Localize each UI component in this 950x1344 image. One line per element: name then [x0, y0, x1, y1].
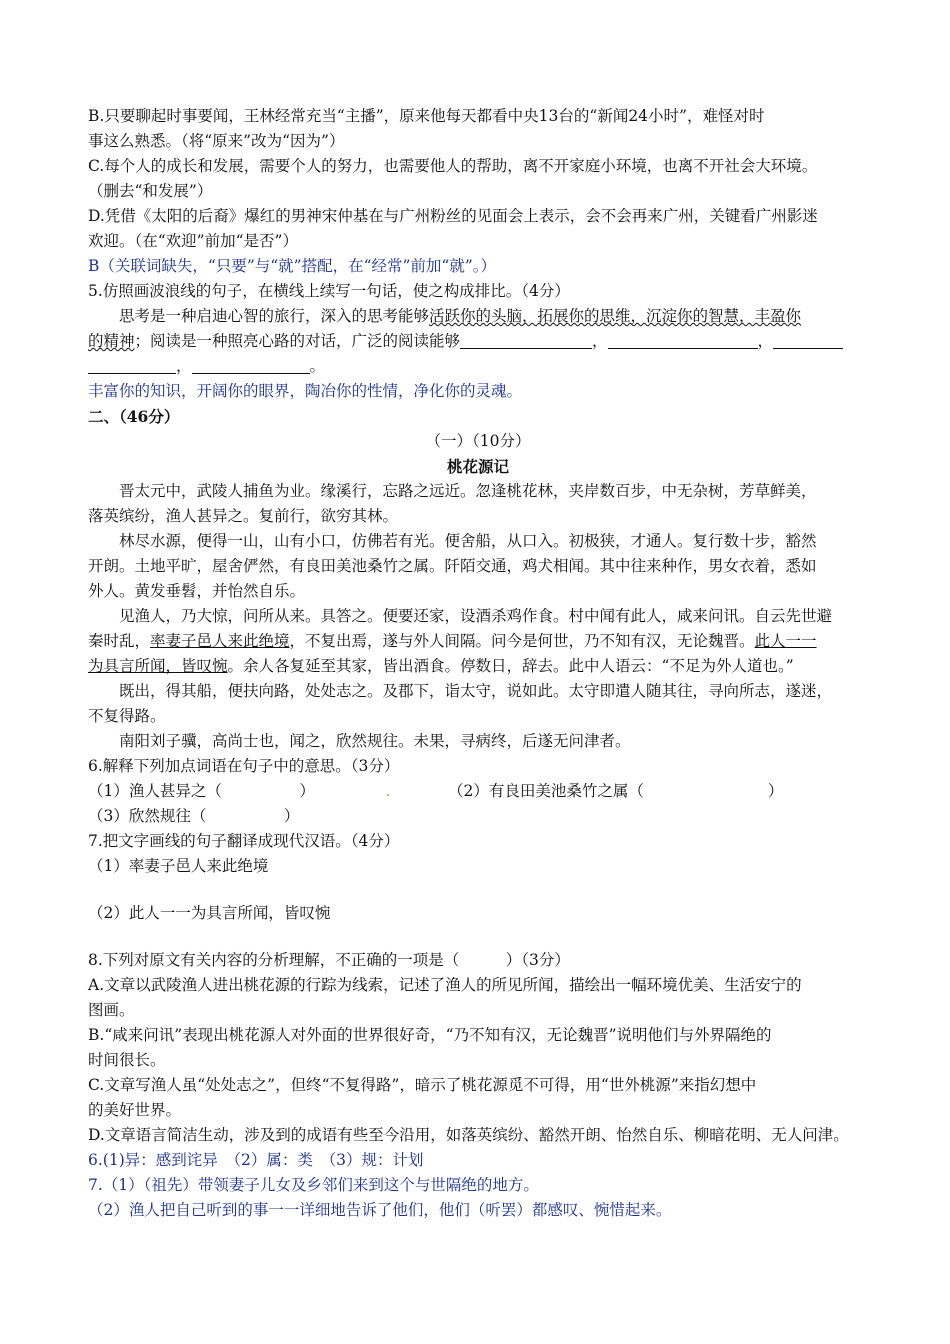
q4-option-d-line1: D.凭借《太阳的后裔》爆红的男神宋仲基在与广州粉丝的见面会上表示，会不会再来广州，关键看广州影迷 — [88, 207, 818, 225]
underlined-sentence-1: 率妻子邑人来此绝境 — [150, 632, 290, 650]
answer-q7-1: 7.（1）（祖先）带领妻子儿女及乡邻们来到这个与世隔绝的地方。 — [88, 1176, 539, 1194]
q8-option-c-line2: 的美好世界。 — [88, 1101, 182, 1119]
q5-text-plain: 思考是一种启迪心智的旅行，深入的思考能够 — [119, 307, 430, 325]
q8-stem: 8.下列对原文有关内容的分析理解，不正确的一项是（ ）（3分） — [88, 951, 570, 969]
stray-mark: . — [385, 782, 391, 800]
q5-comma: ， — [592, 332, 608, 350]
passage-p2-line2: 开朗。土地平旷，屋舍俨然，有良田美池桑竹之属。阡陌交通，鸡犬相闻。其中往来种作，男女衣着，悉如 — [88, 557, 817, 575]
q7-item1: （1）率妻子邑人来此绝境 — [88, 857, 269, 875]
passage-p1-line1: 晋太元中，武陵人捕鱼为业。缘溪行，忘路之远近。忽逢桃花林，夹岸数百步，中无杂树，芳草鲜美， — [119, 482, 817, 500]
q5-blank-3a[interactable] — [773, 332, 843, 349]
passage-p4-line1: 既出，得其船，便扶向路，处处志之。及郡下，诣太守，说如此。太守即遣人随其往，寻向所志，遂迷， — [119, 682, 833, 700]
q6-item1: （1）渔人甚异之（ ） — [88, 782, 315, 800]
q8-option-a-line2: 图画。 — [88, 1001, 135, 1019]
q5-text-line1 — [88, 304, 868, 329]
q5-wavy-sentence-end: 的精神 — [88, 332, 135, 350]
q4-option-b-line1: B.只要聊起时事要闻，王林经常充当“主播”，原来他每天都看中央13台的“新闻24小时”，难怪对时 — [88, 107, 765, 125]
answer-q6: 6.(1)异：感到诧异 （2）属：类 （3）规：计划 — [88, 1151, 424, 1169]
q7-item2: （2）此人一一为具言所闻，皆叹惋 — [88, 904, 331, 922]
passage-text: 。余人各复延至其家，皆出酒食。停数日，辞去。此中人语云：“不足为外人道也。” — [227, 657, 794, 675]
passage-p5: 南阳刘子骥，高尚士也，闻之，欣然规往。未果，寻病终，后遂无问津者。 — [119, 732, 631, 750]
q4-option-d-line2: 欢迎。（在“欢迎”前加“是否”） — [88, 232, 298, 250]
q4-option-c-line2: （删去“和发展”） — [88, 182, 213, 200]
q5-wavy-sentence: 活跃你的头脑，拓展你的思维，沉淀你的智慧，丰盈你 — [429, 307, 802, 325]
q4-option-c-line1: C.每个人的成长和发展，需要个人的努力，也需要他人的帮助，离不开家庭小环境，也离不开社会大环境。 — [88, 157, 818, 175]
passage-text: 秦时乱， — [88, 632, 151, 650]
q5-answer: 丰富你的知识，开阔你的眼界，陶冶你的性情，净化你的灵魂。 — [88, 382, 523, 400]
q5-blank-3b[interactable] — [88, 357, 176, 374]
q5-text-line3 — [88, 354, 868, 379]
q4-answer: B（关联词缺失，“只要”与“就”搭配，在“经常”前加“就”。） — [88, 257, 497, 275]
section-subtitle: （一）（10分） — [425, 432, 531, 450]
q5-stem: 5.仿照画波浪线的句子，在横线上续写一句话，使之构成排比。（4分） — [88, 282, 570, 300]
q4-option-b-line2: 事这么熟悉。（将“原来”改为“因为”） — [88, 132, 345, 150]
q6-row1 — [88, 779, 868, 804]
q8-option-a-line1: A.文章以武陵渔人进出桃花源的行踪为线索，记述了渔人的所见所闻，描绘出一幅环境优美、生活安宁的 — [88, 976, 802, 994]
underlined-sentence-2-end: 为具言所闻，皆叹惋 — [88, 657, 228, 675]
answer-q7-2: （2）渔人把自己听到的事一一详细地告诉了他们，他们（听罢）都感叹、惋惜起来。 — [88, 1201, 672, 1219]
passage-p4-line2: 不复得路。 — [88, 707, 166, 725]
exam-page — [88, 104, 868, 1223]
section-title: 二、（46分） — [88, 407, 180, 426]
q6-item3: （3）欣然规往（ ） — [88, 807, 300, 825]
q5-text-line2 — [88, 329, 868, 354]
passage-p3-line1: 见渔人，乃大惊，问所从来。具答之。便要还家，设酒杀鸡作食。村中闻有此人，咸来问讯。自云先世避 — [119, 607, 833, 625]
q5-comma: ， — [176, 357, 192, 375]
passage-p2-line1: 林尽水源，便得一山，山有小口，仿佛若有光。便舍船，从口入。初极狭，才通人。复行数十步，豁然 — [119, 532, 817, 550]
passage-text: ，不复出焉，遂与外人间隔。问今是何世，乃不知有汉，无论魏晋。 — [289, 632, 755, 650]
q8-option-c-line1: C.文章写渔人虽“处处志之”，但终“不复得路”，暗示了桃花源觅不可得，用“世外桃源”来指幻想中 — [88, 1076, 757, 1094]
q6-item2: （2）有良田美池桑竹之属（ ） — [448, 782, 784, 800]
q5-blank-1[interactable] — [460, 332, 592, 349]
underlined-sentence-2-start: 此人一一 — [754, 632, 817, 650]
q8-option-b-line1: B.“咸来问讯”表现出桃花源人对外面的世界很好奇，“乃不知有汉，无论魏晋”说明他们与外界隔绝的 — [88, 1026, 772, 1044]
q5-period: 。 — [309, 357, 326, 375]
passage-p3-line3 — [88, 654, 868, 679]
q6-stem: 6.解释下列加点词语在句子中的意思。（3分） — [88, 757, 400, 775]
q5-blank-4[interactable] — [192, 357, 310, 374]
q7-stem: 7.把文字画线的句子翻译成现代汉语。（4分） — [88, 832, 400, 850]
q8-option-d: D.文章语言简洁生动，涉及到的成语有些至今沿用，如落英缤纷、豁然开朗、怡然自乐、柳暗花明、无人问津。 — [88, 1126, 849, 1144]
passage-p3-line2 — [88, 629, 868, 654]
q5-text-plain2: ；阅读是一种照亮心路的对话，广泛的阅读能够 — [134, 332, 461, 350]
passage-p1-line2: 落英缤纷，渔人甚异之。复前行，欲穷其林。 — [88, 507, 399, 525]
passage-p2-line3: 外人。黄发垂髫，并怡然自乐。 — [88, 582, 306, 600]
q8-option-b-line2: 时间很长。 — [88, 1051, 166, 1069]
q5-comma: ， — [757, 332, 774, 350]
q5-blank-2[interactable] — [608, 332, 758, 349]
passage-title: 桃花源记 — [446, 457, 509, 476]
